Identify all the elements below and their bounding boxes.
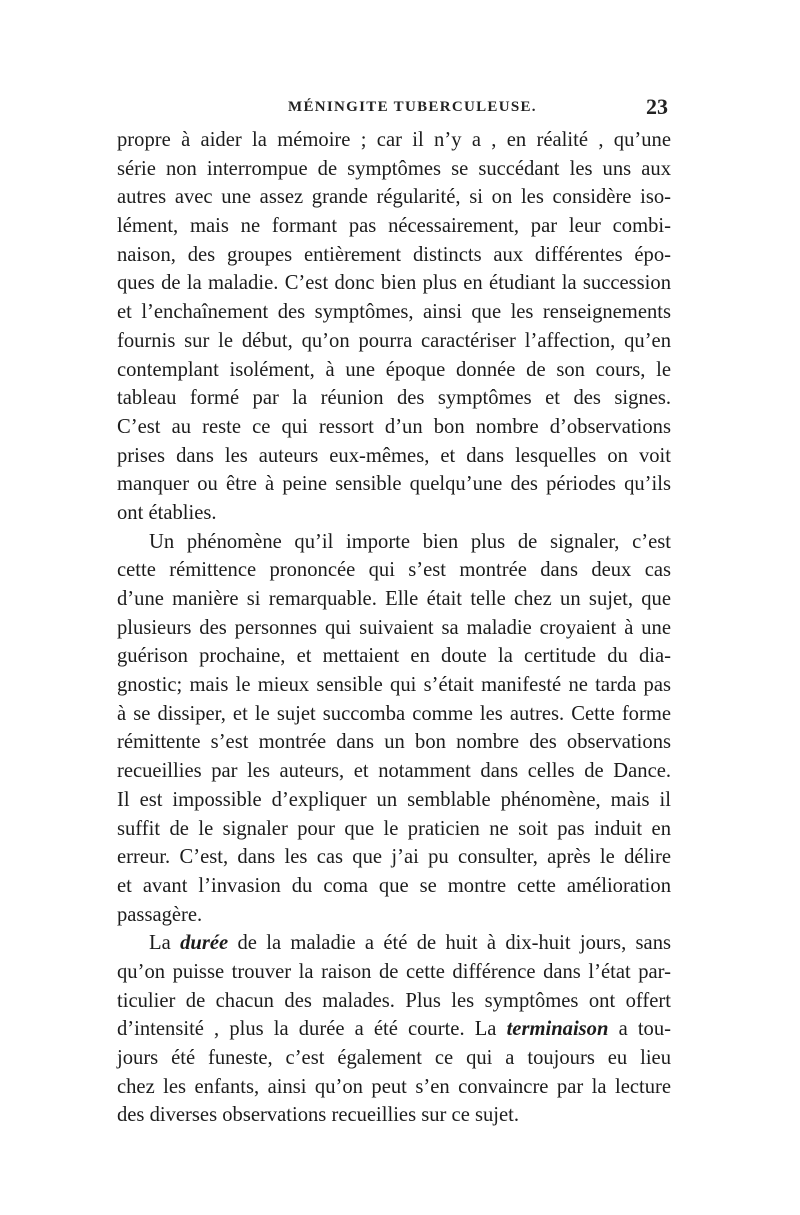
text-line: naison, des groupes entièrement distincts aux différentes épo-: [117, 243, 671, 266]
text-line: jours été funeste, c’est également ce qui a toujours eu lieu: [117, 1047, 671, 1069]
text-line: cette rémittence prononcée qui s’est montrée dans deux cas: [117, 559, 671, 582]
text-line-rest: de la maladie a été de huit à dix-huit jours, sans: [237, 932, 672, 955]
text-line: Un phénomène qu’il importe bien plus de signaler, c’est: [149, 530, 671, 553]
text-line: à se dissiper, et le sujet succomba comme les autres. Cette forme: [117, 702, 671, 725]
text-line: d’une manière si remarquable. Elle était telle chez un sujet, que: [117, 588, 671, 610]
text-line: ont établies.: [117, 501, 217, 524]
text-line: chez les enfants, ainsi qu’on peut s’en convaincre par la lecture: [117, 1075, 671, 1098]
text-line: fournis sur le début, qu’on pourra caractériser l’affection, qu’en: [117, 329, 671, 352]
text-line: suffit de le signaler pour que le praticien ne soit pas induit en: [117, 817, 671, 840]
text-line: rémittente s’est montrée dans un bon nombre des observations: [117, 731, 671, 754]
text-line: passagère.: [117, 903, 203, 926]
text-line-with-emphasis: [117, 929, 671, 958]
text-line: erreur. C’est, dans les cas que j’ai pu consulter, après le délire: [117, 846, 671, 869]
page-number: 23: [646, 94, 668, 119]
text-line: prises dans les auteurs eux-mêmes, et dans lesquelles on voit: [117, 444, 671, 467]
text-line: recueillies par les auteurs, et notamment dans celles de Dance.: [117, 760, 671, 783]
text-line-with-emphasis: [117, 1015, 671, 1044]
text-line: série non interrompue de symptômes se succédant les uns aux: [117, 157, 671, 180]
text-line: guérison prochaine, et mettaient en doute la certitude du dia-: [117, 645, 671, 668]
emphasis-terminaison: terminaison: [506, 1018, 609, 1041]
text-line: et l’enchaînement des symptômes, ainsi que les renseignements: [117, 301, 671, 324]
text-line: manquer ou être à peine sensible quelqu’une des périodes qu’ils: [117, 473, 671, 496]
page-header: [118, 96, 670, 126]
text-line: et avant l’invasion du coma que se montre cette amélioration: [117, 874, 671, 897]
text-line: tableau formé par la réunion des symptômes et des signes.: [117, 387, 671, 410]
running-title: MÉNINGITE TUBERCULEUSE.: [288, 99, 537, 115]
text-line: qu’on puisse trouver la raison de cette différence dans l’état par-: [117, 960, 671, 983]
text-line: des diverses observations recueillies sur ce sujet.: [117, 1104, 520, 1127]
emphasis-duree: durée: [180, 932, 229, 955]
text-line: Il est impossible d’expliquer un semblable phénomène, mais il: [117, 788, 671, 811]
text-line-start: d’intensité , plus la durée a été courte. La: [117, 1018, 497, 1041]
text-line: plusieurs des personnes qui suivaient sa maladie croyaient à une: [117, 616, 671, 639]
text-line: C’est au reste ce qui ressort d’un bon nombre d’observations: [117, 415, 671, 438]
text-line: gnostic; mais le mieux sensible qui s’était manifesté ne tarda pas: [117, 674, 671, 697]
text-line: contemplant isolément, à une époque donnée de son cours, le: [117, 358, 671, 381]
text-line: ticulier de chacun des malades. Plus les symptômes ont offert: [117, 989, 671, 1012]
text-line: propre à aider la mémoire ; car il n’y a , en réalité , qu’une: [117, 129, 671, 151]
body-text: [117, 126, 671, 1130]
text-line: ques de la maladie. C’est donc bien plus en étudiant la succession: [117, 272, 671, 295]
inline-word: a tou-: [618, 1018, 671, 1041]
text-line: autres avec une assez grande régularité, si on les considère iso-: [117, 186, 671, 209]
text-line: lément, mais ne formant pas nécessairement, par leur combi-: [117, 215, 671, 238]
inline-word: La: [149, 932, 171, 955]
